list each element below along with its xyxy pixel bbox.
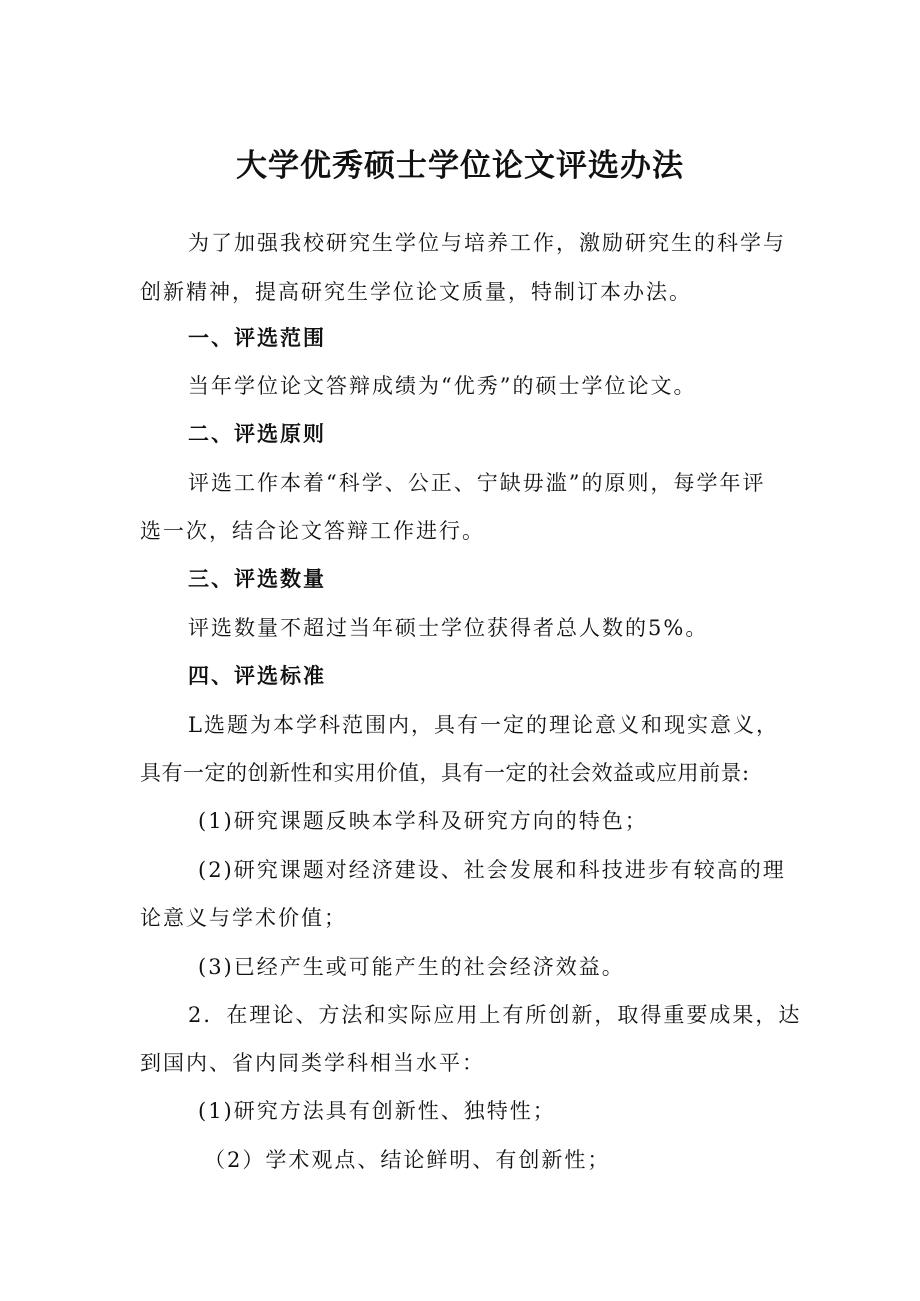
document-title: 大学优秀硕士学位论文评选办法 <box>236 148 684 184</box>
section-2-line-2: 选一次，结合论文答辩工作进行。 <box>140 519 485 543</box>
criterion-1-sub-1: (1)研究课题反映本学科及研究方向的特色； <box>198 809 648 833</box>
criterion-2-sub-2: （2）学术观点、结论鲜明、有创新性； <box>204 1148 611 1172</box>
criterion-2-sub-1: (1)研究方法具有创新性、独特性； <box>198 1099 556 1123</box>
criterion-1-sub-2-line-2: 论意义与学术价值； <box>140 906 347 930</box>
section-2-heading: 二、评选原则 <box>188 422 326 446</box>
section-1-heading: 一、评选范围 <box>188 326 326 350</box>
section-2-line-1: 评选工作本着“科学、公正、宁缺毋滥”的原则，每学年评 <box>188 471 766 495</box>
criterion-2-line-1: 2．在理论、方法和实际应用上有所创新，取得重要成果，达 <box>188 1003 802 1027</box>
criterion-1-sub-3: (3)已经产生或可能产生的社会经济效益。 <box>198 955 625 979</box>
intro-line-2: 创新精神，提高研究生学位论文质量，特制订本办法。 <box>140 280 692 304</box>
criterion-1-line-1: L选题为本学科范围内，具有一定的理论意义和现实意义， <box>188 713 779 737</box>
criterion-2-line-2: 到国内、省内同类学科相当水平： <box>140 1051 485 1075</box>
criterion-1-sub-2-line-1: (2)研究课题对经济建设、社会发展和科技进步有较高的理 <box>198 858 786 882</box>
section-3-text: 评选数量不超过当年硕士学位获得者总人数的5%。 <box>188 616 709 640</box>
section-3-heading: 三、评选数量 <box>188 567 326 591</box>
section-4-heading: 四、评选标准 <box>188 664 326 688</box>
criterion-1-line-2: 具有一定的创新性和实用价值，具有一定的社会效益或应用前景: <box>140 761 750 785</box>
section-1-text: 当年学位论文答辩成绩为“优秀”的硕士学位论文。 <box>188 374 697 398</box>
intro-line-1: 为了加强我校研究生学位与培养工作，激励研究生的科学与 <box>188 231 786 255</box>
